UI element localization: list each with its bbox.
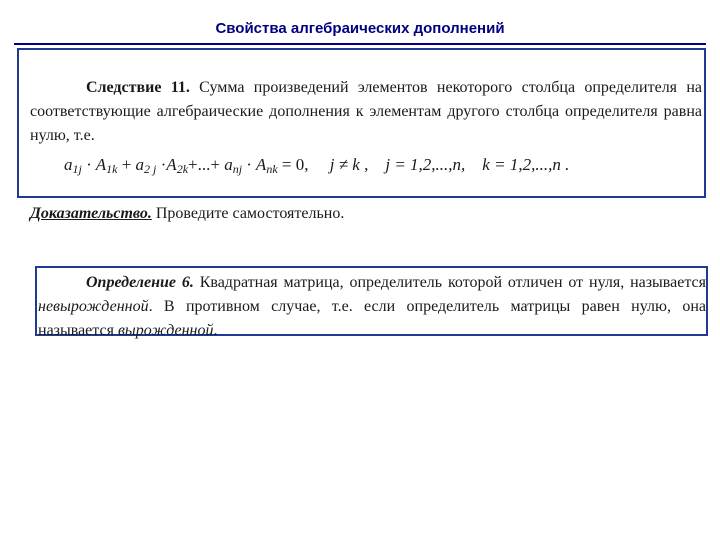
formula-anj: $a_{nj}$	[224, 155, 243, 176]
corollary-statement	[30, 76, 702, 148]
formula-condition-j-ne-k: j ≠ k ,	[329, 155, 369, 174]
formula-ellipsis: +...+	[188, 155, 220, 174]
formula-plus: +	[121, 155, 132, 174]
formula-A2k: $A_{2k}$	[166, 155, 189, 176]
definition-term-degenerate: вырожденной	[117, 322, 214, 339]
definition-body-1: Квадратная матрица, определитель которой отличен от нуля, называется	[193, 274, 706, 291]
proof-heading: Доказательство.	[30, 205, 152, 222]
definition-label: Определение 6.	[86, 274, 194, 291]
definition-body-2: . В противном случае, т.е. если определитель матрицы равен нулю, она называется	[38, 298, 706, 339]
formula-dot: ·	[246, 155, 252, 174]
formula-condition-k-range: k = 1,2,...,n .	[482, 155, 570, 174]
formula-dot: ·	[160, 155, 167, 174]
formula-A1k: $A_{1k}$	[95, 155, 118, 176]
corollary-formula	[64, 155, 569, 175]
corollary-label: Следствие 11.	[86, 79, 190, 96]
formula-Ank: $A_{nk}$	[255, 155, 278, 176]
corollary-body: Сумма произведений элементов некоторого столбца определителя на соответствующие алгебраические дополнения к элементам другого столбца определителя равна нулю, т.е.	[30, 79, 703, 144]
formula-a2j: $a_{2 j}$	[135, 155, 157, 176]
formula-dot: ·	[86, 155, 92, 174]
title-underline	[14, 43, 706, 45]
definition-statement	[38, 271, 706, 343]
proof-line	[30, 202, 344, 226]
formula-a1j: $a_{1j}$	[64, 155, 82, 176]
proof-text: Проведите самостоятельно.	[151, 205, 345, 222]
definition-term-nondegenerate: невырожденной	[38, 298, 149, 315]
formula-equals-zero: = 0,	[281, 155, 309, 174]
slide-title: Свойства алгебраических дополнений	[215, 20, 505, 37]
formula-condition-j-range: j = 1,2,...,n,	[385, 155, 466, 174]
definition-body-3: .	[213, 322, 218, 339]
